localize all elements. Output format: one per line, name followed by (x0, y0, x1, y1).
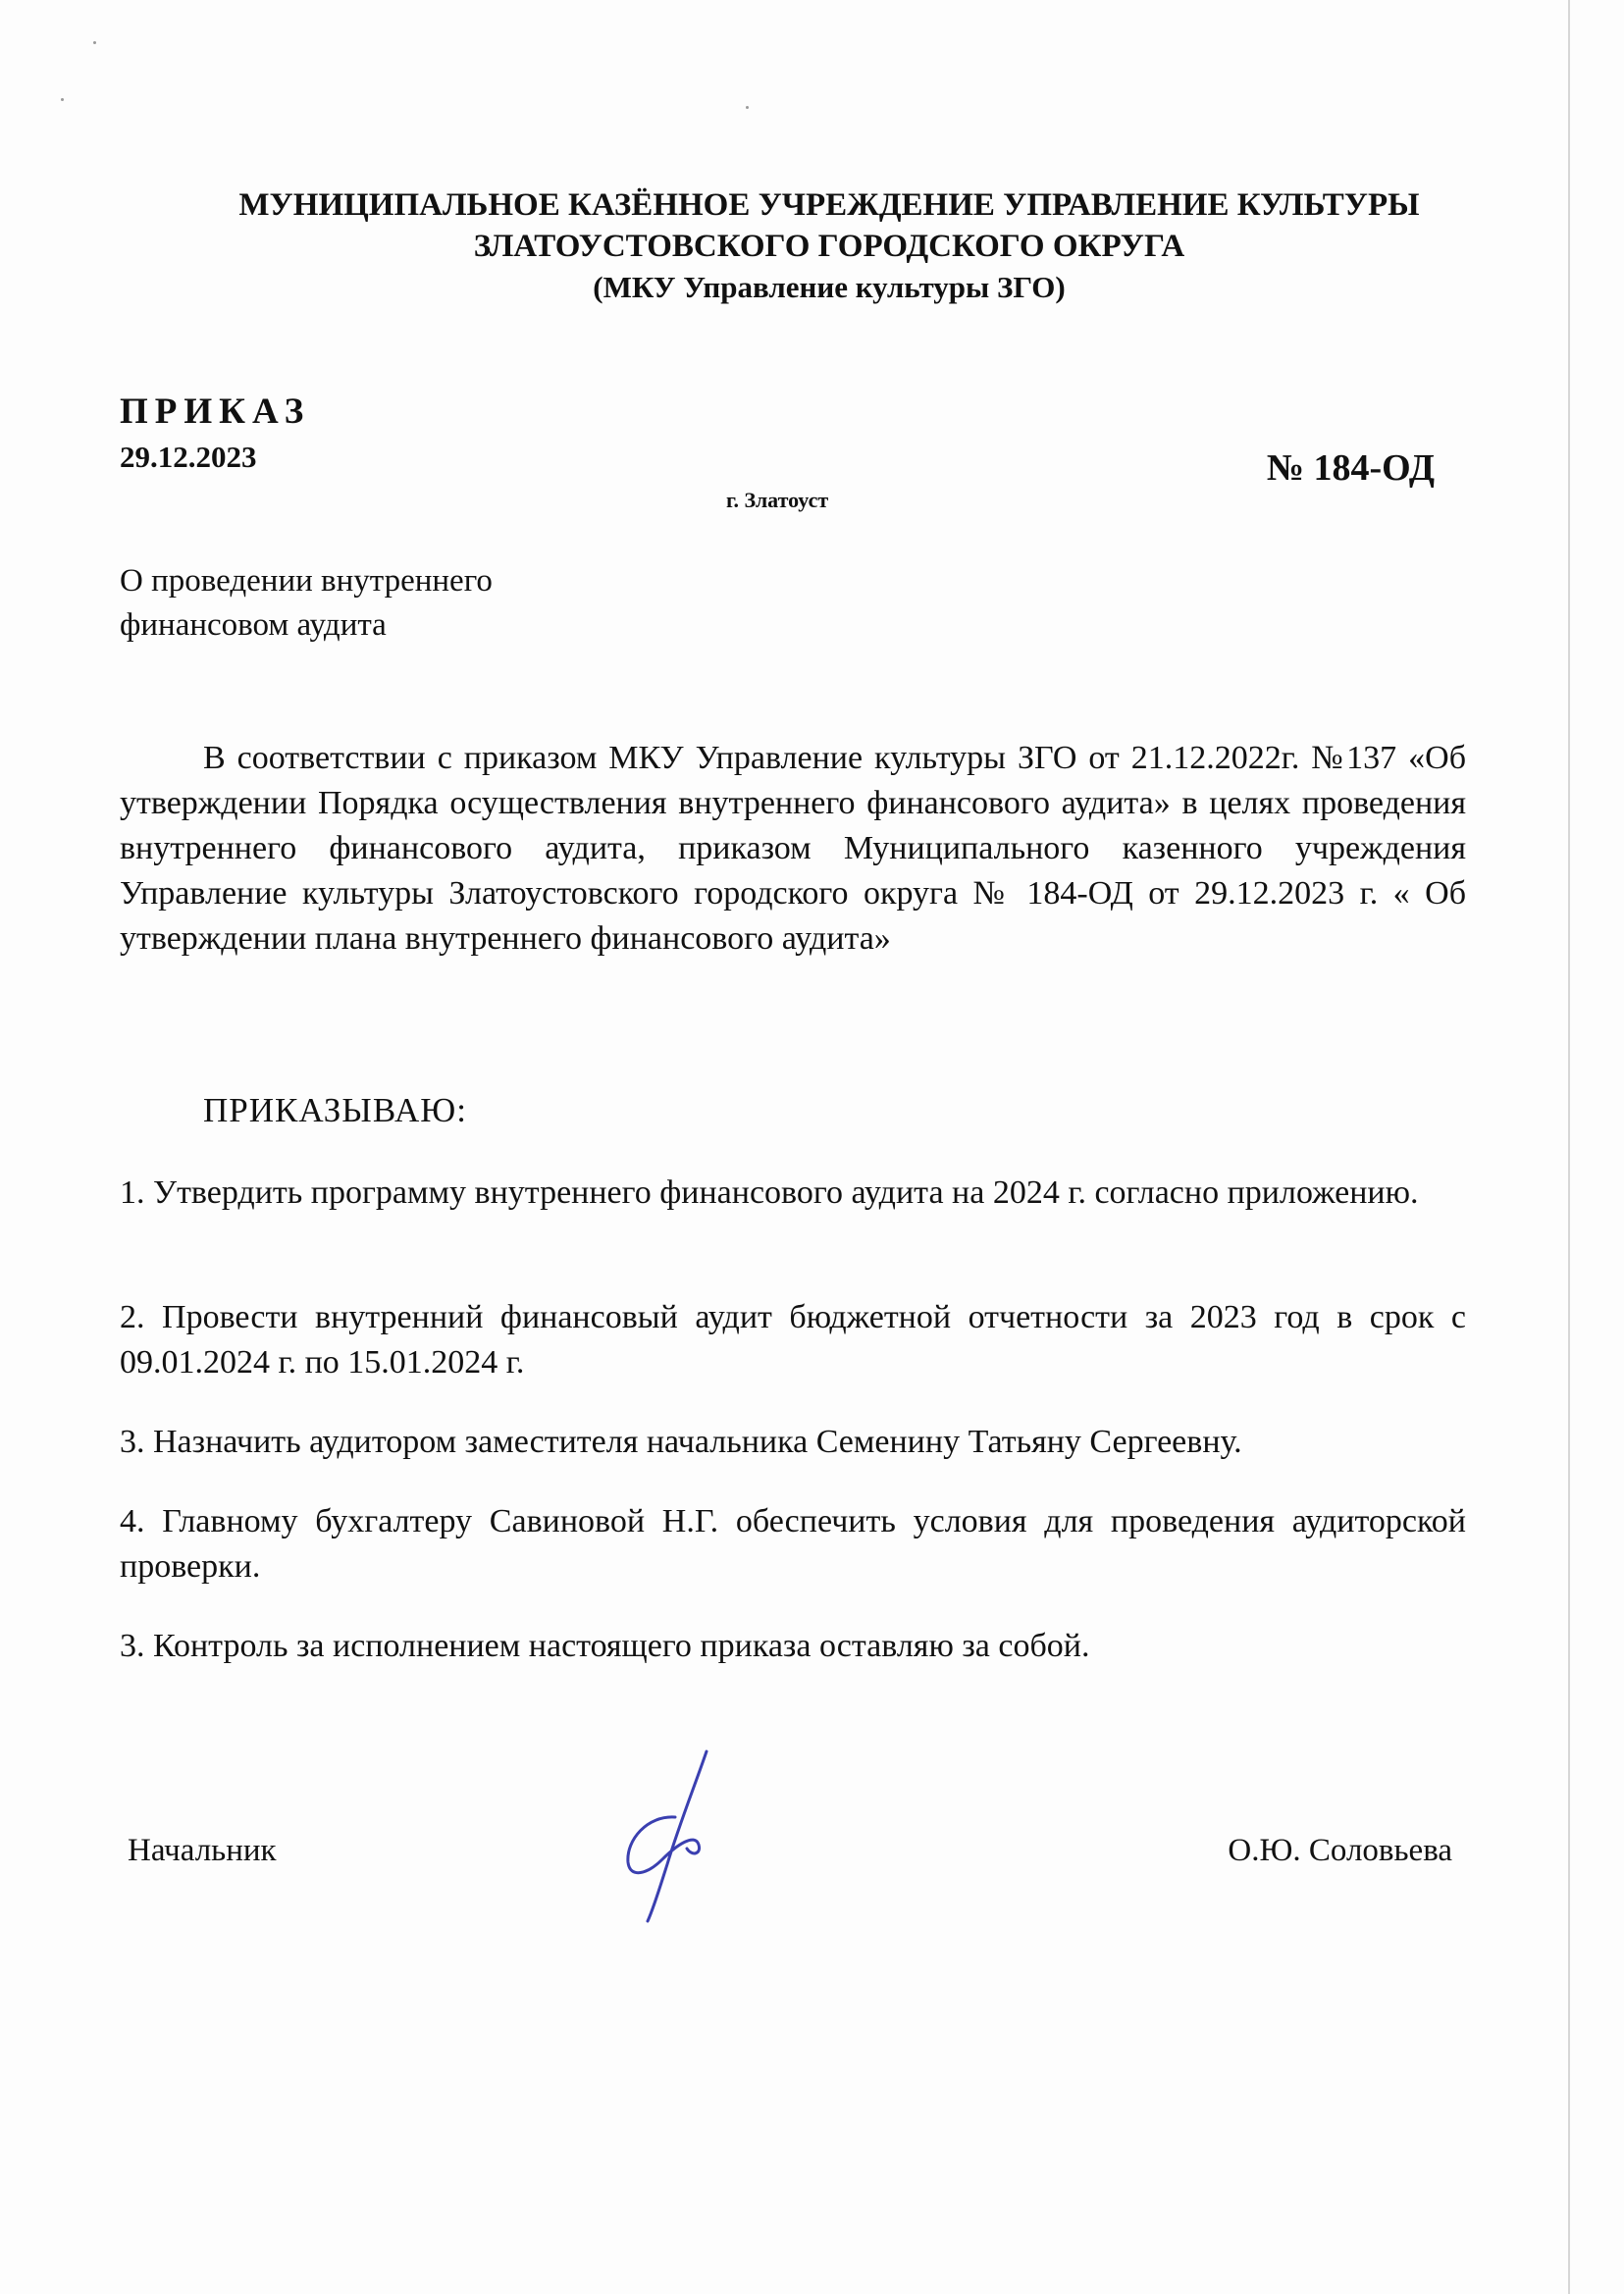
org-name-line2: ЗЛАТОУСТОВСКОГО ГОРОДСКОГО ОКРУГА (473, 229, 1185, 264)
document-type: ПРИКАЗ (120, 391, 311, 432)
scan-speck (93, 41, 96, 44)
order-item: 1. Утвердить программу внутреннего финансового аудита на 2024 г. согласно приложению. (120, 1174, 1419, 1211)
subject-line2: финансовом аудита (120, 607, 387, 643)
org-short-name: (МКУ Управление культуры ЗГО) (593, 270, 1066, 304)
order-item: 2. Провести внутренний финансовый аудит бюджетной отчетности за 2023 год в срок с 09.01.2024 г. по 15.01.2024 г. (120, 1299, 1466, 1381)
handwritten-signature (618, 1747, 726, 1923)
order-heading: ПРИКАЗЫВАЮ: (203, 1091, 467, 1129)
signer-name: О.Ю. Соловьева (1228, 1833, 1452, 1868)
preamble-paragraph: В соответствии с приказом МКУ Управление культуры ЗГО от 21.12.2022г. №137 «Об утверждении Порядка осуществления внутреннего финансового аудита» в целях проведения внутреннего финансового аудита, приказом Муниципального казенного учреждения Управление культуры Златоустовского городского округа № 184-ОД от 29.12.2023 г. « Об утверждении плана внутреннего финансового аудита» (120, 740, 1466, 957)
document-city: г. Златоуст (726, 488, 829, 512)
order-item: 4. Главному бухгалтеру Савиновой Н.Г. обеспечить условия для проведения аудиторской проверки. (120, 1503, 1466, 1585)
order-item: 3. Назначить аудитором заместителя начальника Семенину Татьяну Сергеевну. (120, 1424, 1242, 1460)
subject-line1: О проведении внутреннего (120, 563, 493, 599)
signer-title: Начальник (128, 1833, 277, 1868)
order-item: 3. Контроль за исполнением настоящего приказа оставляю за собой. (120, 1628, 1090, 1664)
signature-stroke (628, 1751, 707, 1921)
document-subject (120, 559, 708, 648)
scan-speck (61, 98, 64, 101)
organization-header (196, 184, 1462, 308)
scan-edge-line (1568, 0, 1570, 2294)
document-number: № 184-ОД (1266, 447, 1435, 489)
org-name-line1: МУНИЦИПАЛЬНОЕ КАЗЁННОЕ УЧРЕЖДЕНИЕ УПРАВЛЕНИЕ КУЛЬТУРЫ (238, 187, 1420, 223)
document-date: 29.12.2023 (120, 440, 257, 474)
scan-speck (746, 106, 749, 109)
